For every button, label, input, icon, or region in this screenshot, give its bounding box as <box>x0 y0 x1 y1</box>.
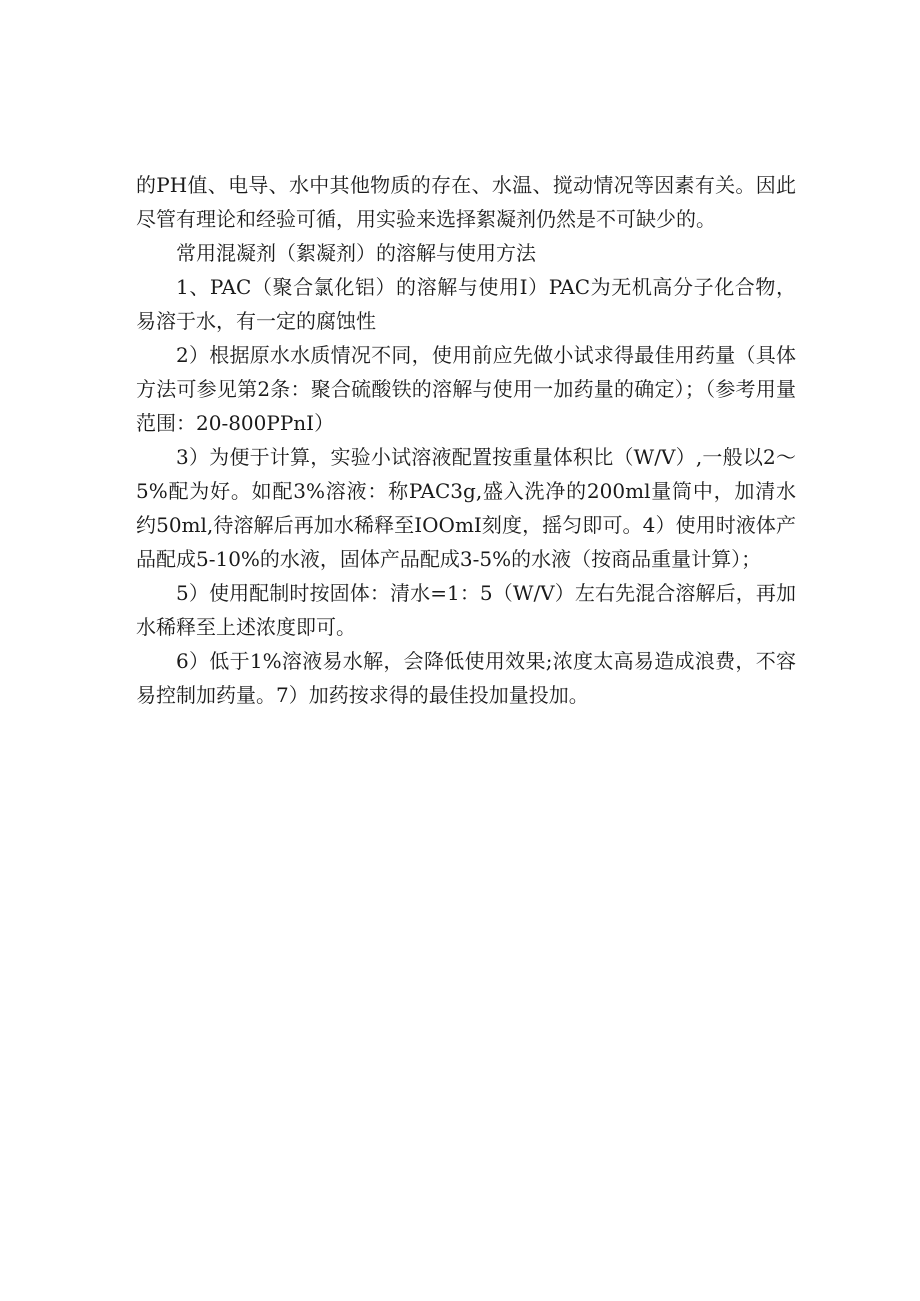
paragraph-step-3: 3）为便于计算，实验小试溶液配置按重量体积比（W/V）,一般以2～5%配为好。如配3%溶液：称PAC3g,盛入洗净的200ml量筒中，加清水约50ml,待溶解后再加水稀释至IOOmI刻度，摇匀即可。4）使用时液体产品配成5-10%的水液，固体产品配成3-5%的水液（按商品重量计算）； <box>136 445 796 571</box>
document-body <box>136 168 796 712</box>
paragraph-step-5: 5）使用配制时按固体：清水=1：5（W/V）左右先混合溶解后，再加水稀释至上述浓度即可。 <box>136 581 796 639</box>
paragraph-step-6: 6）低于1%溶液易水解，会降低使用效果;浓度太高易造成浪费，不容易控制加药量。7）加药按求得的最佳投加量投加。 <box>136 649 796 707</box>
paragraph-step-2: 2）根据原水水质情况不同，使用前应先做小试求得最佳用药量（具体方法可参见第2条：聚合硫酸铁的溶解与使用一加药量的确定）；（参考用量范围：20-800PPnI） <box>136 343 796 435</box>
paragraph-pac-intro: 1、PAC（聚合氯化铝）的溶解与使用I）PAC为无机高分子化合物，易溶于水，有一定的腐蚀性 <box>136 275 796 333</box>
section-heading: 常用混凝剂（絮凝剂）的溶解与使用方法 <box>176 241 536 265</box>
paragraph-continuation: 的PH值、电导、水中其他物质的存在、水温、搅动情况等因素有关。因此尽管有理论和经验可循，用实验来选择絮凝剂仍然是不可缺少的。 <box>136 173 796 231</box>
